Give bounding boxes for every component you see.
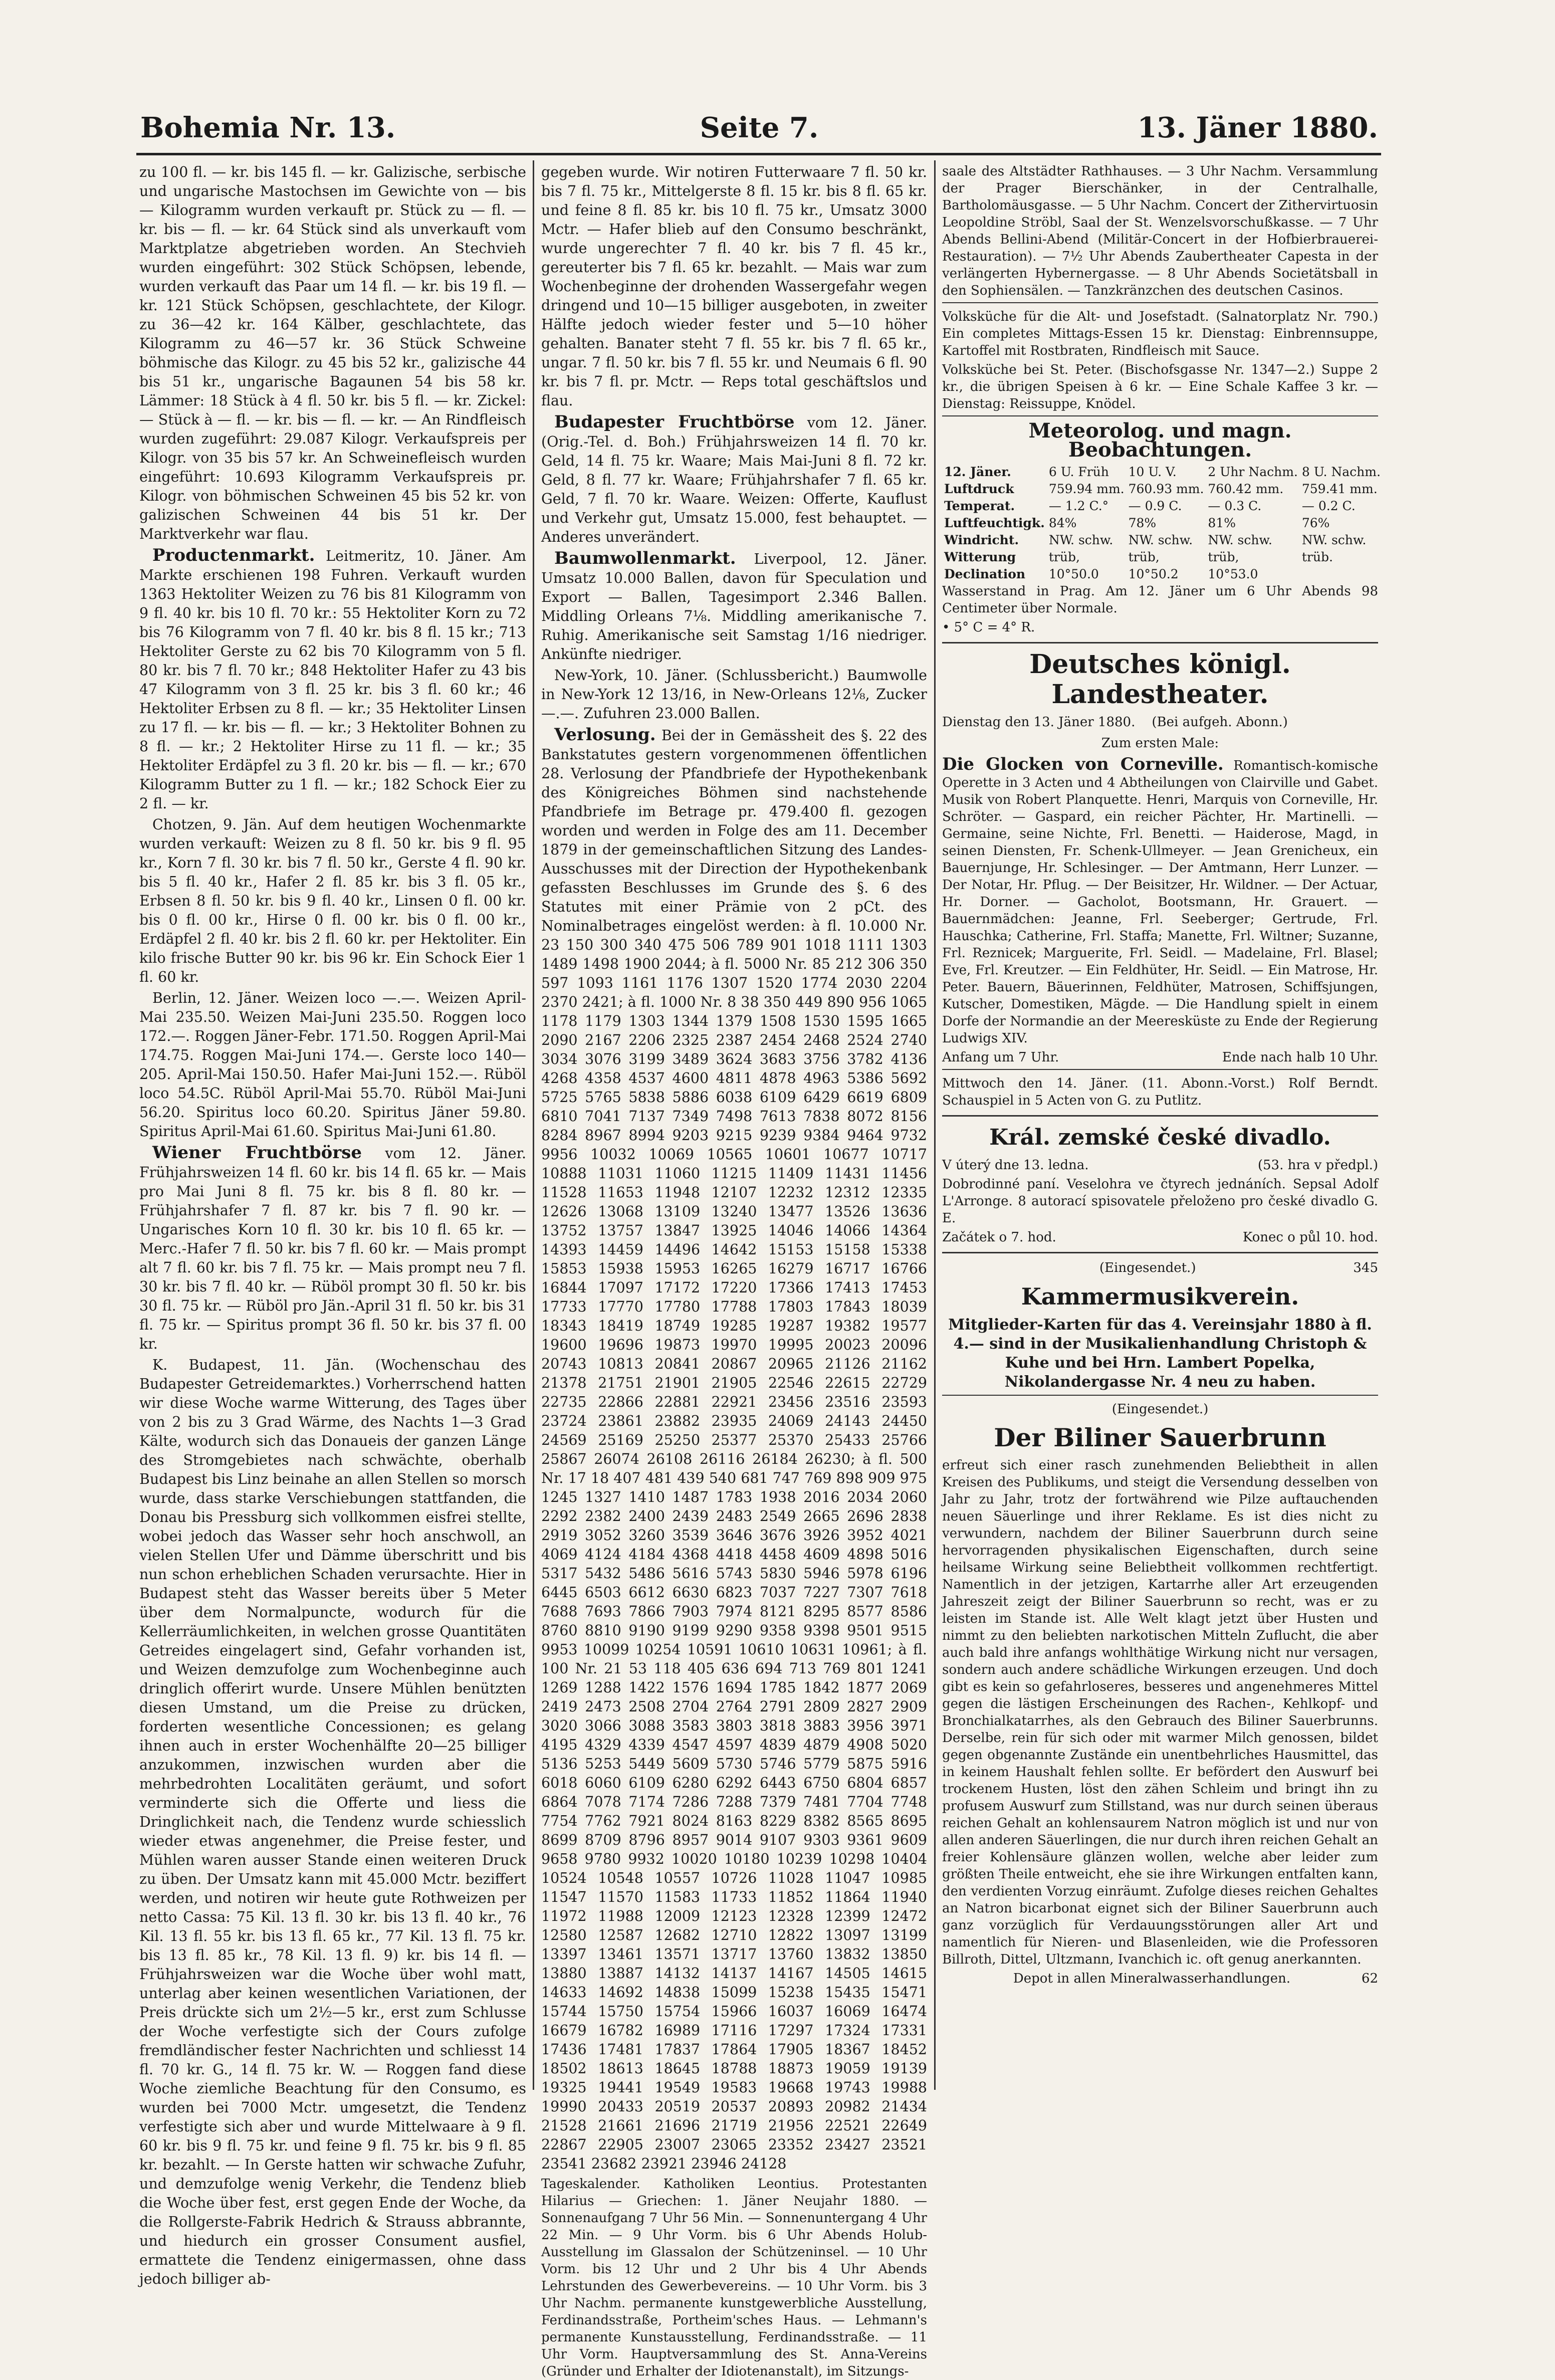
calendar-continuation: saale des Altstädter Rathhauses. — 3 Uhr Nachm. Versammlung der Prager Bierschänker, in der Centralhalle, Bartholomäusgasse. — 5 Uhr Nachm. Concert der Zithervirtuosin Leopoldine Ströbl, Saal der St. Wenzelsvorschußkasse. — 7 Uhr Abends Bellini-Abend (Militär-Concert in der Hofbierbrauerei-Restauration). — 7½ Uhr Abends Zaubertheater Capesta in der verlängerten Hybernergasse. — 8 Uhr Abends Societätsball in den Sophiensälen. — Tanzkränzchen des deutschen Casinos. [942, 164, 1378, 298]
theatre-next: Mittwoch den 14. Jäner. (11. Abonn.-Vorst.) Rolf Berndt. Schauspiel in 5 Acten von G. zu Putlitz. [942, 1076, 1378, 1108]
meteorology-cell: 2 Uhr Nachm. [1208, 465, 1298, 479]
divider [942, 1252, 1378, 1253]
meteorology-cell: trüb. [1301, 550, 1333, 564]
meteorology-row [942, 498, 1383, 515]
article-paragraph [541, 725, 927, 2174]
depot-line: Depot in allen Mineralwasserhandlungen. [1013, 1971, 1291, 1986]
column-3 [942, 163, 1381, 2082]
czech-theatre-title: Král. zemské české divadlo. [989, 1125, 1331, 1150]
issue-date: 13. Jäner 1880. [1137, 111, 1378, 144]
paragraph-text: vom 12. Jäner. Frühjahrsweizen 14 fl. 60 kr. bis 14 fl. 65 kr. — Mais pro Mai Juni 8 fl. 75 kr. bis 8 fl. 80 kr. — Frühjahrshafer 7 fl. 87 kr. bis 7 fl. 90 kr. — Ungarisches Korn 10 fl. 30 kr. bis 10 fl. 65 kr. — Merc.-Hafer 7 fl. 50 kr. bis 7 fl. 60 kr. — Mais prompt alt 7 fl. 60 kr. bis 7 fl. 75 kr. — Mais prompt neu 7 fl. 30 kr. bis 7 fl. 40 kr. — Rüböl prompt 30 fl. 50 kr. bis 30 fl. 75 kr. — Rüböl pro Jän.-April 31 fl. 50 kr. bis 31 fl. 75 kr. — Spiritus prompt 36 fl. 50 kr. bis 37 fl. 00 kr. [139, 1145, 527, 1352]
meteorology-cell: Windricht. [944, 533, 1019, 547]
biliner-body: erfreut sich einer rasch zunehmenden Beliebtheit in allen Kreisen des Publikums, und steigt die Versendung desselben von Jahr zu Jahr, trotz der fortwährend wie Pilze auftauchenden neuen Säuerlinge und ihrer Reklame. Es ist dies nicht zu verwundern, nachdem der Biliner Sauerbrunn durch seine hervorragenden physikalischen Eigenschaften, durch seine heilsame Wirkung seine Beliebtheit vollkommen rechtfertigt. Namentlich in der jetzigen, Kartarrhe aller Art erzeugenden Jahreszeit zeigt der Biliner Sauerbrunn so recht, was er zu leisten im Stande ist. Alle Welt klagt jetzt über Husten und nimmt zu den beliebten narkotischen Mitteln Zuflucht, die aber auch bald ihre anfangs wohlthätige Wirkung nicht nur versagen, sondern auch andere schädliche Wirkungen erzeugen. Und doch gibt es kein so gefahrloseres, besseres und angenehmeres Mittel gegen die lästigen Erscheinungen des Rachen-, Kehlkopf- und Bronchialkatarrhes, als den Gebrauch des Biliner Sauerbrunns. Derselbe, rein für sich oder mit warmer Milch genossen, bildet gegen obgenannte Zustände ein unentbehrliches Hausmittel, das in keinem Haushalt fehlen sollte. Er befördert den Auswurf bei trockenem Husten, löst den zähen Schleim und bringt ihn zu profusem Auswurf zum Stillstand, was nur durch seinen überaus reichen Gehalt an kohlensaurem Natron möglich ist und nur von allen anderen Säuerlingen, die nur durch ihren reichen Gehalt an freier Kohlensäure glänzen wollen, welche aber leider zum größten Theile entweicht, ehe sie ihre Wirkungen entfalten kann, den verdienten Vorzug einräumt. Zufolge dieses reichen Gehaltes an Natron bicarbonat eignet sich der Biliner Sauerbrunn auch ganz vorzüglich für Verdauungsstörungen aller Art und namentlich für Nieren- und Blasenleiden, wie die Professoren Billroth, Dittel, Ultzmann, Ivanchich ic. oft genug anerkannten. [942, 1458, 1378, 1967]
column-divider-2 [934, 160, 936, 2090]
meteorology-cell: 12. Jäner. [944, 465, 1011, 479]
eingesendet-2: (Eingesendet.) [1112, 1402, 1209, 1417]
meteorology-cell: 759.94 mm. [1048, 482, 1125, 496]
meteorology-cell: 10°50.0 [1048, 567, 1099, 581]
meteorology-cell: NW. schw. [1301, 533, 1367, 547]
meteorology-cell: trüb, [1208, 550, 1239, 564]
ad-number-2: 62 [1361, 1971, 1378, 1986]
meteorology-cell: Temperat. [944, 499, 1015, 513]
theatre-title: Deutsches königl. Landestheater. [1029, 649, 1291, 710]
meteorology-cell: Luftdruck [944, 482, 1014, 496]
theatre-end: Ende nach halb 10 Uhr. [1222, 1050, 1378, 1065]
paragraph-text: Berlin, 12. Jäner. Weizen loco —.—. Weizen April-Mai 235.50. Weizen Mai-Juni 235.50. Roggen loco 172.—. Roggen Jäner-Febr. 171.50. Roggen April-Mai 174.75. Roggen Mai-Juni 174.—. Gerste loco 140—205. April-Mai 150.50. Hafer Mai-Juni 152.—. Rüböl loco 54.5C. Rüböl April-Mai 55.70. Rüböl Mai-Juni 56.20. Spiritus loco 60.20. Spiritus Jäner 59.80. Spiritus April-Mai 61.60. Spiritus Mai-Juni 61.80. [139, 990, 526, 1140]
paragraph-text: gegeben wurde. Wir notiren Futterwaare 7 fl. 50 kr. bis 7 fl. 75 kr., Mittelgerste 8 fl. 15 kr. bis 8 fl. 65 kr. und feine 8 fl. 85 kr. bis 10 fl. 75 kr., Umsatz 3000 Mctr. — Hafer blieb auf den Consumo beschränkt, wurde ungerechter 7 fl. 40 kr. bis 7 fl. 45 kr., gereuterter bis 7 fl. 65 kr. bezahlt. — Mais war zum Wochenbeginne der drohenden Wassergefahr wegen dringend und 10—15 billiger ausgeboten, in zweiter Hälfte jedoch wieder fester und 5—10 höher gehalten. Banater steht 7 fl. 55 kr. bis 7 fl. 65 kr., ungar. 7 fl. 50 kr. bis 7 fl. 55 kr. und Neumais 6 fl. 90 kr. bis 7 fl. pr. Mctr. — Reps total geschäftslos und flau. [541, 164, 927, 409]
meteorology-cell: 760.93 mm. [1128, 482, 1204, 496]
meteorology-cell: 760.42 mm. [1208, 482, 1284, 496]
theatre-play-title: Die Glocken von Corneville. [942, 754, 1224, 774]
header-rule [136, 153, 1381, 155]
article-paragraph [541, 412, 927, 547]
meteorology-cell: Witterung [944, 550, 1016, 564]
paragraph-text: zu 100 fl. — kr. bis 145 fl. — kr. Galizische, serbische und ungarische Mastochsen im Gewichte von — bis — Kilogramm wurden verkauft pr. Stück zu — fl. — kr. bis — fl. — kr. 64 Stück sind als unverkauft vom Marktplatze abgetrieben worden. An Stechvieh wurden eingeführt: 302 Stück Schöpsen, lebende, wurden verkauft das Paar um 14 fl. — kr. bis 19 fl. — kr. 121 Stück Schöpsen, geschlachtete, der Kilogr. zu 36—42 kr. 164 Kälber, geschlachtete, das Kilogramm zu 46—57 kr. 36 Stück Schweine böhmische das Kilogr. zu 45 bis 52 kr., galizische 44 bis 51 kr., ungarische Bagaunen 54 bis 58 kr. Lämmer: 18 Stück à 4 fl. 50 kr. bis 5 fl. — kr. Zickel: — Stück à — fl. — kr. bis — fl. — kr. — An Rindfleisch wurden zugeführt: 29.087 Kilogr. Verkaufspreis per Kilogr. von 35 bis 57 kr. An Schweinefleisch wurden eingeführt: 10.693 Kilogramm Verkaufspreis pr. Kilogr. von böhmischen Schweinen 45 bis 52 kr. von galizischen Schweinen 44 bis 51 kr. Der Marktverkehr war flau. [139, 164, 526, 542]
paragraph-text: Tageskalender. Katholiken Leontius. Protestanten Hilarius — Griechen: 1. Jäner Neujahr 1880. — Sonnenaufgang 7 Uhr 56 Min. — Sonnenuntergang 4 Uhr 22 Min. — 9 Uhr Vorm. bis 6 Uhr Abends Holub-Ausstellung im Glassalon der Schützeninsel. — 10 Uhr Vorm. bis 12 Uhr und 2 Uhr bis 4 Uhr Abends Lehrstunden des Gewerbevereins. — 10 Uhr Vorm. bis 3 Uhr Nachm. permanente kunstgewerbliche Ausstellung, Ferdinandsstraße, Portheim'sches Haus. — Lehmann's permanente Kunstausstellung, Ferdinandsstraße. — 11 Uhr Vorm. Hauptversammlung des St. Anna-Vereins (Gründer und Erhalter der Idiotenanstalt), im Sitzungs- [541, 2177, 927, 2379]
article-paragraph [139, 1143, 526, 1354]
page-number: Seite 7. [700, 111, 819, 144]
meteorology-cell: trüb, [1048, 550, 1080, 564]
theatre-date: Dienstag den 13. Jäner 1880. [942, 715, 1136, 730]
column-1 [139, 163, 527, 2287]
column-divider-1 [533, 160, 534, 2090]
czech-end: Konec o půl 10. hod. [1242, 1230, 1378, 1245]
water-level: Wasserstand in Prag. Am 12. Jäner um 6 Uhr Abends 98 Centimeter über Normale. [942, 584, 1378, 616]
meteorology-cell: 10°50.2 [1128, 567, 1179, 581]
czech-abo: (53. hra v předpl.) [1257, 1158, 1378, 1173]
czech-date: V úterý dne 13. ledna. [942, 1158, 1089, 1173]
paragraph-text: Leitmeritz, 10. Jäner. Am Markte erschienen 198 Fuhren. Verkauft wurden 1363 Hektoliter Weizen zu 76 bis 81 Kilogramm von 9 fl. 40 kr. bis 10 fl. 70 kr.: 55 Hektoliter Korn zu 72 bis 76 Kilogramm von 7 fl. 40 kr. bis 8 fl. 15 kr.; 713 Hektoliter Gerste zu 62 bis 70 Kilogramm von 5 fl. 80 kr. bis 7 fl. 70 kr.; 848 Hektoliter Hafer zu 43 bis 47 Kilogramm von 3 fl. 25 kr. bis 3 fl. 60 kr.; 46 Hektoliter Erbsen zu 8 fl. — kr.; 35 Hektoliter Linsen zu 17 fl. — kr. bis — fl. — kr.; 3 Hektoliter Bohnen zu 8 fl. — kr.; 2 Hektoliter Hirse zu 11 fl. — kr.; 35 Hektoliter Erdäpfel zu 3 fl. 20 kr. bis — fl. — kr.; 670 Kilogramm Butter zu 1 fl. — kr.; 182 Schock Eier zu 2 fl. — kr. [139, 548, 526, 812]
divider [942, 1395, 1378, 1396]
article-paragraph [139, 1356, 526, 2289]
section-heading: Wiener Fruchtbörse [152, 1143, 362, 1163]
meteorology-cell: 76% [1301, 516, 1330, 530]
section-heading: Verlosung. [554, 725, 656, 745]
article-paragraph [541, 549, 927, 664]
newspaper-name: Bohemia Nr. 13. [140, 111, 396, 144]
meteorology-cell: NW. schw. [1048, 533, 1114, 547]
meteorology-cell: — 0.2 C. [1301, 499, 1356, 513]
article-paragraph [139, 989, 526, 1141]
divider [942, 1115, 1378, 1117]
conversion-note: • 5° C = 4° R. [942, 620, 1035, 635]
meteorology-cell: NW. schw. [1128, 533, 1193, 547]
section-heading: Baumwollenmarkt. [554, 548, 736, 568]
meteorology-cell: — 1.2 C.° [1048, 499, 1109, 513]
meteorology-cell: Declination [944, 567, 1026, 581]
article-paragraph [139, 546, 526, 813]
meteorology-cell: NW. schw. [1208, 533, 1272, 547]
meteorology-row [942, 464, 1383, 481]
meteorology-cell: 8 U. Nachm. [1301, 465, 1381, 479]
divider [942, 415, 1378, 416]
section-heading: Budapester Fruchtbörse [554, 412, 795, 432]
theatre-start: Anfang um 7 Uhr. [942, 1050, 1059, 1065]
meteorology-cell: 759.41 mm. [1301, 482, 1378, 496]
meteorology-row [942, 566, 1383, 583]
meteorology-cell: 6 U. Früh [1048, 465, 1109, 479]
paragraph-text: vom 12. Jäner. (Orig.-Tel. d. Boh.) Frühjahrsweizen 14 fl. 70 kr. Geld, 14 fl. 75 kr. Waare; Mais Mai-Juni 8 fl. 72 kr. Geld, 8 fl. 77 kr. Waare; Frühjahrshafer 7 fl. 65 kr. Geld, 7 fl. 70 kr. Waare. Weizen: Offerte, Kauflust und Verkehr gut, Umsatz 15.000, fest behauptet. — Anderes unverändert. [541, 414, 928, 545]
meteorology-row [942, 549, 1383, 566]
meteorology-cell: 78% [1128, 516, 1157, 530]
column-2 [541, 163, 928, 2379]
article-paragraph [541, 2176, 927, 2380]
meteorology-cell: — 0.3 C. [1208, 499, 1262, 513]
paragraph-text: Liverpool, 12. Jäner. Umsatz 10.000 Ballen, davon für Speculation und Export — Ballen, Tagesimport 2.346 Ballen. Middling Orleans 7⅛. Middling amerikanische 7. Ruhig. Amerikanische seit Samstag 1/16 niedriger. Ankünfte niedriger. [541, 551, 928, 663]
meteorology-row [942, 515, 1383, 532]
section-heading: Productenmarkt. [152, 545, 315, 565]
article-paragraph [139, 815, 526, 987]
meteorology-cell: Luftfeuchtigk. [944, 516, 1045, 530]
paragraph-text: New-York, 10. Jäner. (Schlussbericht.) Baumwolle in New-York 12 13/16, in New-Orleans 12⅛, Zucker —.—. Zufuhren 23.000 Ballen. [541, 667, 927, 722]
meteorology-cell: trüb, [1128, 550, 1160, 564]
paragraph-text: Chotzen, 9. Jän. Auf dem heutigen Wochenmarkte wurden verkauft: Weizen zu 8 fl. 50 kr. bis 9 fl. 95 kr., Korn 7 fl. 30 kr. bis 7 fl. 50 kr., Gerste 4 fl. 90 kr. bis 5 fl. 40 kr., Hafer 2 fl. 85 kr. bis 3 fl. 05 kr., Erbsen 8 fl. 50 kr. bis 9 fl. 40 kr., Linsen 0 fl. 00 kr. bis 0 fl. 00 kr., Hirse 0 fl. 00 kr. bis 0 fl. 00 kr., Erdäpfel 2 fl. 40 kr. bis 2 fl. 60 kr. per Hektoliter. Ein kilo frische Butter 90 kr. bis 96 kr. Ein Schock Eier 1 fl. 60 kr. [139, 816, 526, 985]
article-paragraph [541, 666, 927, 723]
meteorology-title: Meteorolog. und magn. Beobachtungen. [1028, 419, 1292, 462]
meteorology-cell: 84% [1048, 516, 1077, 530]
czech-play: Dobrodinné paní. Veselohra ve čtyrech jednáních. Sepsal Adolf L'Arronge. 8 autorací spisovatele přeloženo pro české divadlo G. E. [942, 1177, 1378, 1226]
meteorology-row [942, 532, 1383, 549]
volkskueche-2: Volksküche bei St. Peter. (Bischofsgasse Nr. 1347—2.) Suppe 2 kr., die übrigen Speisen à 6 kr. — Eine Schale Kaffee 3 kr. — Dienstag: Reissuppe, Knödel. [942, 362, 1378, 411]
article-paragraph [541, 163, 927, 410]
meteorology-row [942, 481, 1383, 498]
kammermusik-body: Mitglieder-Karten für das 4. Vereinsjahr 1880 à fl. 4.— sind in der Musikalienhandlung Christoph & Kuhe und bei Hrn. Lambert Popelka, Nikolandergasse Nr. 4 neu zu haben. [948, 1316, 1372, 1391]
ad-number-1: 345 [1353, 1260, 1378, 1275]
theatre-first-time: Zum ersten Male: [1101, 736, 1219, 751]
divider [942, 1069, 1378, 1070]
meteorology-cell: 10 U. V. [1128, 465, 1177, 479]
paragraph-text: Bei der in Gemässheit des §. 22 des Bankstatutes gestern vorgenommenen öffentlichen 28. Verlosung der Pfandbriefe der Hypothekenbank des Königreiches Böhmen sind nachstehende Pfandbriefe im Betrage pr. 479.400 fl. gezogen worden und werden in Folge des am 11. December 1879 in der gemeinschaftlichen Sitzung des Landes-Ausschusses mit der Direction der Hypothekenbank gefassten Beschlusses im Grunde des §. 6 des Statutes mit einer Prämie von 2 pCt. des Nominalbetrages eingelöst werden: à fl. 10.000 Nr. 23 150 300 340 475 506 789 901 1018 1111 1303 1489 1498 1900 2044; à fl. 5000 Nr. 85 212 306 350 597 1093 1161 1176 1307 1520 1774 2030 2204 2370 2421; à fl. 1000 Nr. 8 38 350 449 890 956 1065 1178 1179 1303 1344 1379 1508 1530 1595 1665 2090 2167 2206 2325 2387 2454 2468 2524 2740 3034 3076 3199 3489 3624 3683 3756 3782 4136 4268 4358 4537 4600 4811 4878 4963 5386 5692 5725 5765 5838 5886 6038 6109 6429 6619 6809 6810 7041 7137 7349 7498 7613 7838 8072 8156 8284 8967 8994 9203 9215 9239 9384 9464 9732 9956 10032 10069 10565 10601 10677 10717 10888 11031 11060 11215 11409 11431 11456 11528 11653 11948 12107 12232 12312 12335 12626 13068 13109 13240 13477 13526 13636 13752 13757 13847 13925 14046 14066 14364 14393 14459 14496 14642 15153 15158 15338 15853 15938 15953 16265 16279 16717 16766 16844 17097 17172 17220 17366 17413 17453 17733 17770 17780 17788 17803 17843 18039 18343 18419 18749 19285 19287 19382 19577 19600 19696 19873 19970 19995 20023 20096 20743 10813 20841 20867 20965 21126 21162 21378 21751 21901 21905 22546 22615 22729 22735 22866 22881 22921 23456 23516 23593 23724 23861 23882 23935 24069 24143 24450 24569 25169 25250 25377 25370 25433 25766 25867 26074 26108 26116 26184 26230; à fl. 500 Nr. 17 18 407 481 439 540 681 747 769 898 909 975 1245 1327 1410 1487 1783 1938 2016 2034 2060 2292 2382 2400 2439 2483 2549 2665 2696 2838 2919 3052 3260 3539 3646 3676 3926 3952 4021 4069 4124 4184 4368 4418 4458 4609 4898 5016 5317 5432 5486 5616 5743 5830 5946 5978 6196 6445 6503 6612 6630 6823 7037 7227 7307 7618 7688 7693 7866 7903 7974 8121 8295 8577 8586 8760 8810 9190 9199 9290 9358 9398 9501 9515 9953 10099 10254 10591 10610 10631 10961; à fl. 100 Nr. 21 53 118 405 636 694 713 769 801 1241 1269 1288 1422 1576 1694 1785 1842 1877 2069 2419 2473 2508 2704 2764 2791 2809 2827 2909 3020 3066 3088 3583 3803 3818 3883 3956 3971 4195 4329 4339 4547 4597 4839 4879 4908 5020 5136 5253 5449 5609 5730 5746 5779 5875 5916 6018 6060 6109 6280 6292 6443 6750 6804 6857 6864 7078 7174 7286 7288 7379 7481 7704 7748 7754 7762 7921 8024 8163 8229 8382 8565 8695 8699 8709 8796 8957 9014 9107 9303 9361 9609 9658 9780 9932 10020 10180 10239 10298 10404 10524 10548 10557 10726 11028 11047 10985 11547 11570 11583 11733 11852 11864 11940 11972 11988 12009 12123 12328 12399 12472 12580 12587 12682 12710 12822 13097 13199 13397 13461 13571 13717 13760 13832 13850 13880 13887 14132 14137 14167 14505 14615 14633 14692 14838 15099 15238 15435 15471 15744 15750 15754 15966 16037 16069 16474 16679 16782 16989 17116 17297 17324 17331 17436 17481 17837 17864 17905 18367 18452 18502 18613 18645 18788 18873 19059 19139 19325 19441 19549 19583 19668 19743 19988 19990 20433 20519 20537 20893 20982 21434 21528 21661 21696 21719 21956 22521 22649 22867 22905 23007 23065 23352 23427 23521 23541 23682 23921 23946 24128 [541, 727, 928, 2172]
divider [942, 642, 1378, 643]
czech-start: Začátek o 7. hod. [942, 1230, 1056, 1245]
meteorology-cell: — 0.9 C. [1128, 499, 1182, 513]
volkskueche-1: Volksküche für die Alt- und Josefstadt. (Salnatorplatz Nr. 790.) Ein completes Mittags-Essen 15 kr. Dienstag: Einbrennsuppe, Kartoffel mit Rostbraten, Rindfleisch mit Sauce. [942, 309, 1378, 358]
divider [942, 302, 1378, 303]
biliner-title: Der Biliner Sauerbrunn [994, 1423, 1326, 1452]
kammermusik-title: Kammermusikverein. [1021, 1283, 1299, 1310]
meteorology-cell: 10°53.0 [1208, 567, 1258, 581]
meteorology-cell [1300, 566, 1383, 583]
meteorology-cell: 81% [1208, 516, 1236, 530]
theatre-abo: (Bei aufgeh. Abonn.) [1152, 715, 1288, 730]
meteorology-table [942, 464, 1383, 583]
paragraph-text: K. Budapest, 11. Jän. (Wochenschau des Budapester Getreidemarktes.) Vorherrschend hatten wir diese Woche warme Witterung, des Tages über von 2 bis zu 3 Grad Wärme, des Nachts 1—3 Grad Kälte, wodurch sich das Donaueis der ganzen Länge des Stromgebietes nach schwächte, oberhalb Budapest bis Linz beinahe an allen Stellen so morsch wurde, dass starke Verschiebungen stattfanden, die Donau bis Pressburg sich vollkommen eisfrei stellte, wobei jedoch das Wasser sehr hoch anschwoll, an vielen Stellen Ufer und Dämme überschritt und bis nun schon erheblichen Schaden verursachte. Hier in Budapest steht das Wasser bereits über 5 Meter über dem Normalpuncte, wodurch für die Kellerräumlichkeiten, in welchen grosse Quantitäten Getreides eingelagert sind, Gefahr vorhanden ist, und Weizen demzufolge zum Wochenbeginne auch dringlich offerirt wurde. Unsere Mühlen benützten diesen Umstand, um die Preise zu drücken, forderten wesentliche Concessionen; es gelang ihnen auch in erster Wochenhälfte 20—25 billiger anzukommen, inzwischen wurden aber die mehrbedrohten Localitäten geräumt, und sofort verminderte sich die Offerte und liess die Dringlichkeit nach, die Tendenz wurde schiesslich wieder etwas angenehmer, die Preise fester, und Mühlen waren ausser Stande einen weiteren Druck zu üben. Der Umsatz kann mit 45.000 Mctr. beziffert werden, und notiren wir heute gute Rothweizen per netto Cassa: 75 Kil. 13 fl. 30 kr. bis 13 fl. 40 kr., 76 Kil. 13 fl. 55 kr. bis 13 fl. 65 kr., 77 Kil. 13 fl. 75 kr. bis 13 fl. 85 kr., 78 Kil. 13 fl. 9) kr. bis 14 fl. — Frühjahrsweizen war die Woche über wohl matt, unterlag aber keinen wesentlichen Variationen, der Preis drückte sich um 2½—5 kr., erst zum Schlusse der Woche verfestigte sich der Cours zufolge fremdländischer fester Nachrichten und schliesst 14 fl. 70 kr. G., 14 fl. 75 kr. W. — Roggen fand diese Woche ziemliche Beachtung für den Consumo, es wurden bei 7000 Mctr. umgesetzt, die Tendenz verfestigte sich aber und wurde Mittelwaare à 9 fl. 60 kr. bis 9 fl. 75 kr. und feine 9 fl. 75 kr. bis 9 fl. 85 kr. bezahlt. — In Gerste hatten wir schwache Zufuhr, und demzufolge wenig Verkehr, die Tendenz blieb die Woche über fest, erst gegen Ende der Woche, da die Rollgerste-Fabrik Hedrich & Strauss abbrannte, und hiedurch ein grosser Consument ausfiel, ermattete die Tendenz einigermassen, ohne dass jedoch billiger ab- [139, 1357, 527, 2287]
page-header [140, 111, 1378, 156]
theatre-cast: Romantisch-komische Operette in 3 Acten und 4 Abtheilungen von Clairville und Gabet. Musik von Robert Planquette. Henri, Marquis von Corneville, Hr. Schröter. — Gaspard, ein reicher Pächter, Hr. Martinelli. — Germaine, seine Nichte, Frl. Benetti. — Haiderose, Magd, in seinen Diensten, Fr. Schenk-Ullmeyer. — Jean Grenicheux, ein Bauernjunge, Hr. Schlesinger. — Der Amtmann, Herr Lunzer. — Der Notar, Hr. Pflug. — Der Beisitzer, Hr. Wildner. — Der Actuar, Hr. Dorner. — Gacholot, Bootsmann, Hr. Grauert. — Bauernmädchen: Jeanne, Frl. Seeberger; Gertrude, Frl. Hauschka; Catherine, Frl. Staffa; Manette, Frl. Wiltner; Suzanne, Frl. Reznicek; Marguerite, Frl. Seidl. — Madelaine, Frl. Blasel; Eve, Frl. Kreutzer. — Ein Feldhüter, Hr. Seidl. — Ein Matrose, Hr. Peter. Bauern, Bäuerinnen, Feldhüter, Matrosen, Schiffsjungen, Kutscher, Domestiken, Mägde. — Die Handlung spielt in einem Dorfe der Normandie an der Meeresküste zu Ende der Regierung Ludwigs XIV. [942, 758, 1378, 1046]
eingesendet-1: (Eingesendet.) [1099, 1260, 1196, 1275]
article-paragraph [139, 163, 526, 544]
